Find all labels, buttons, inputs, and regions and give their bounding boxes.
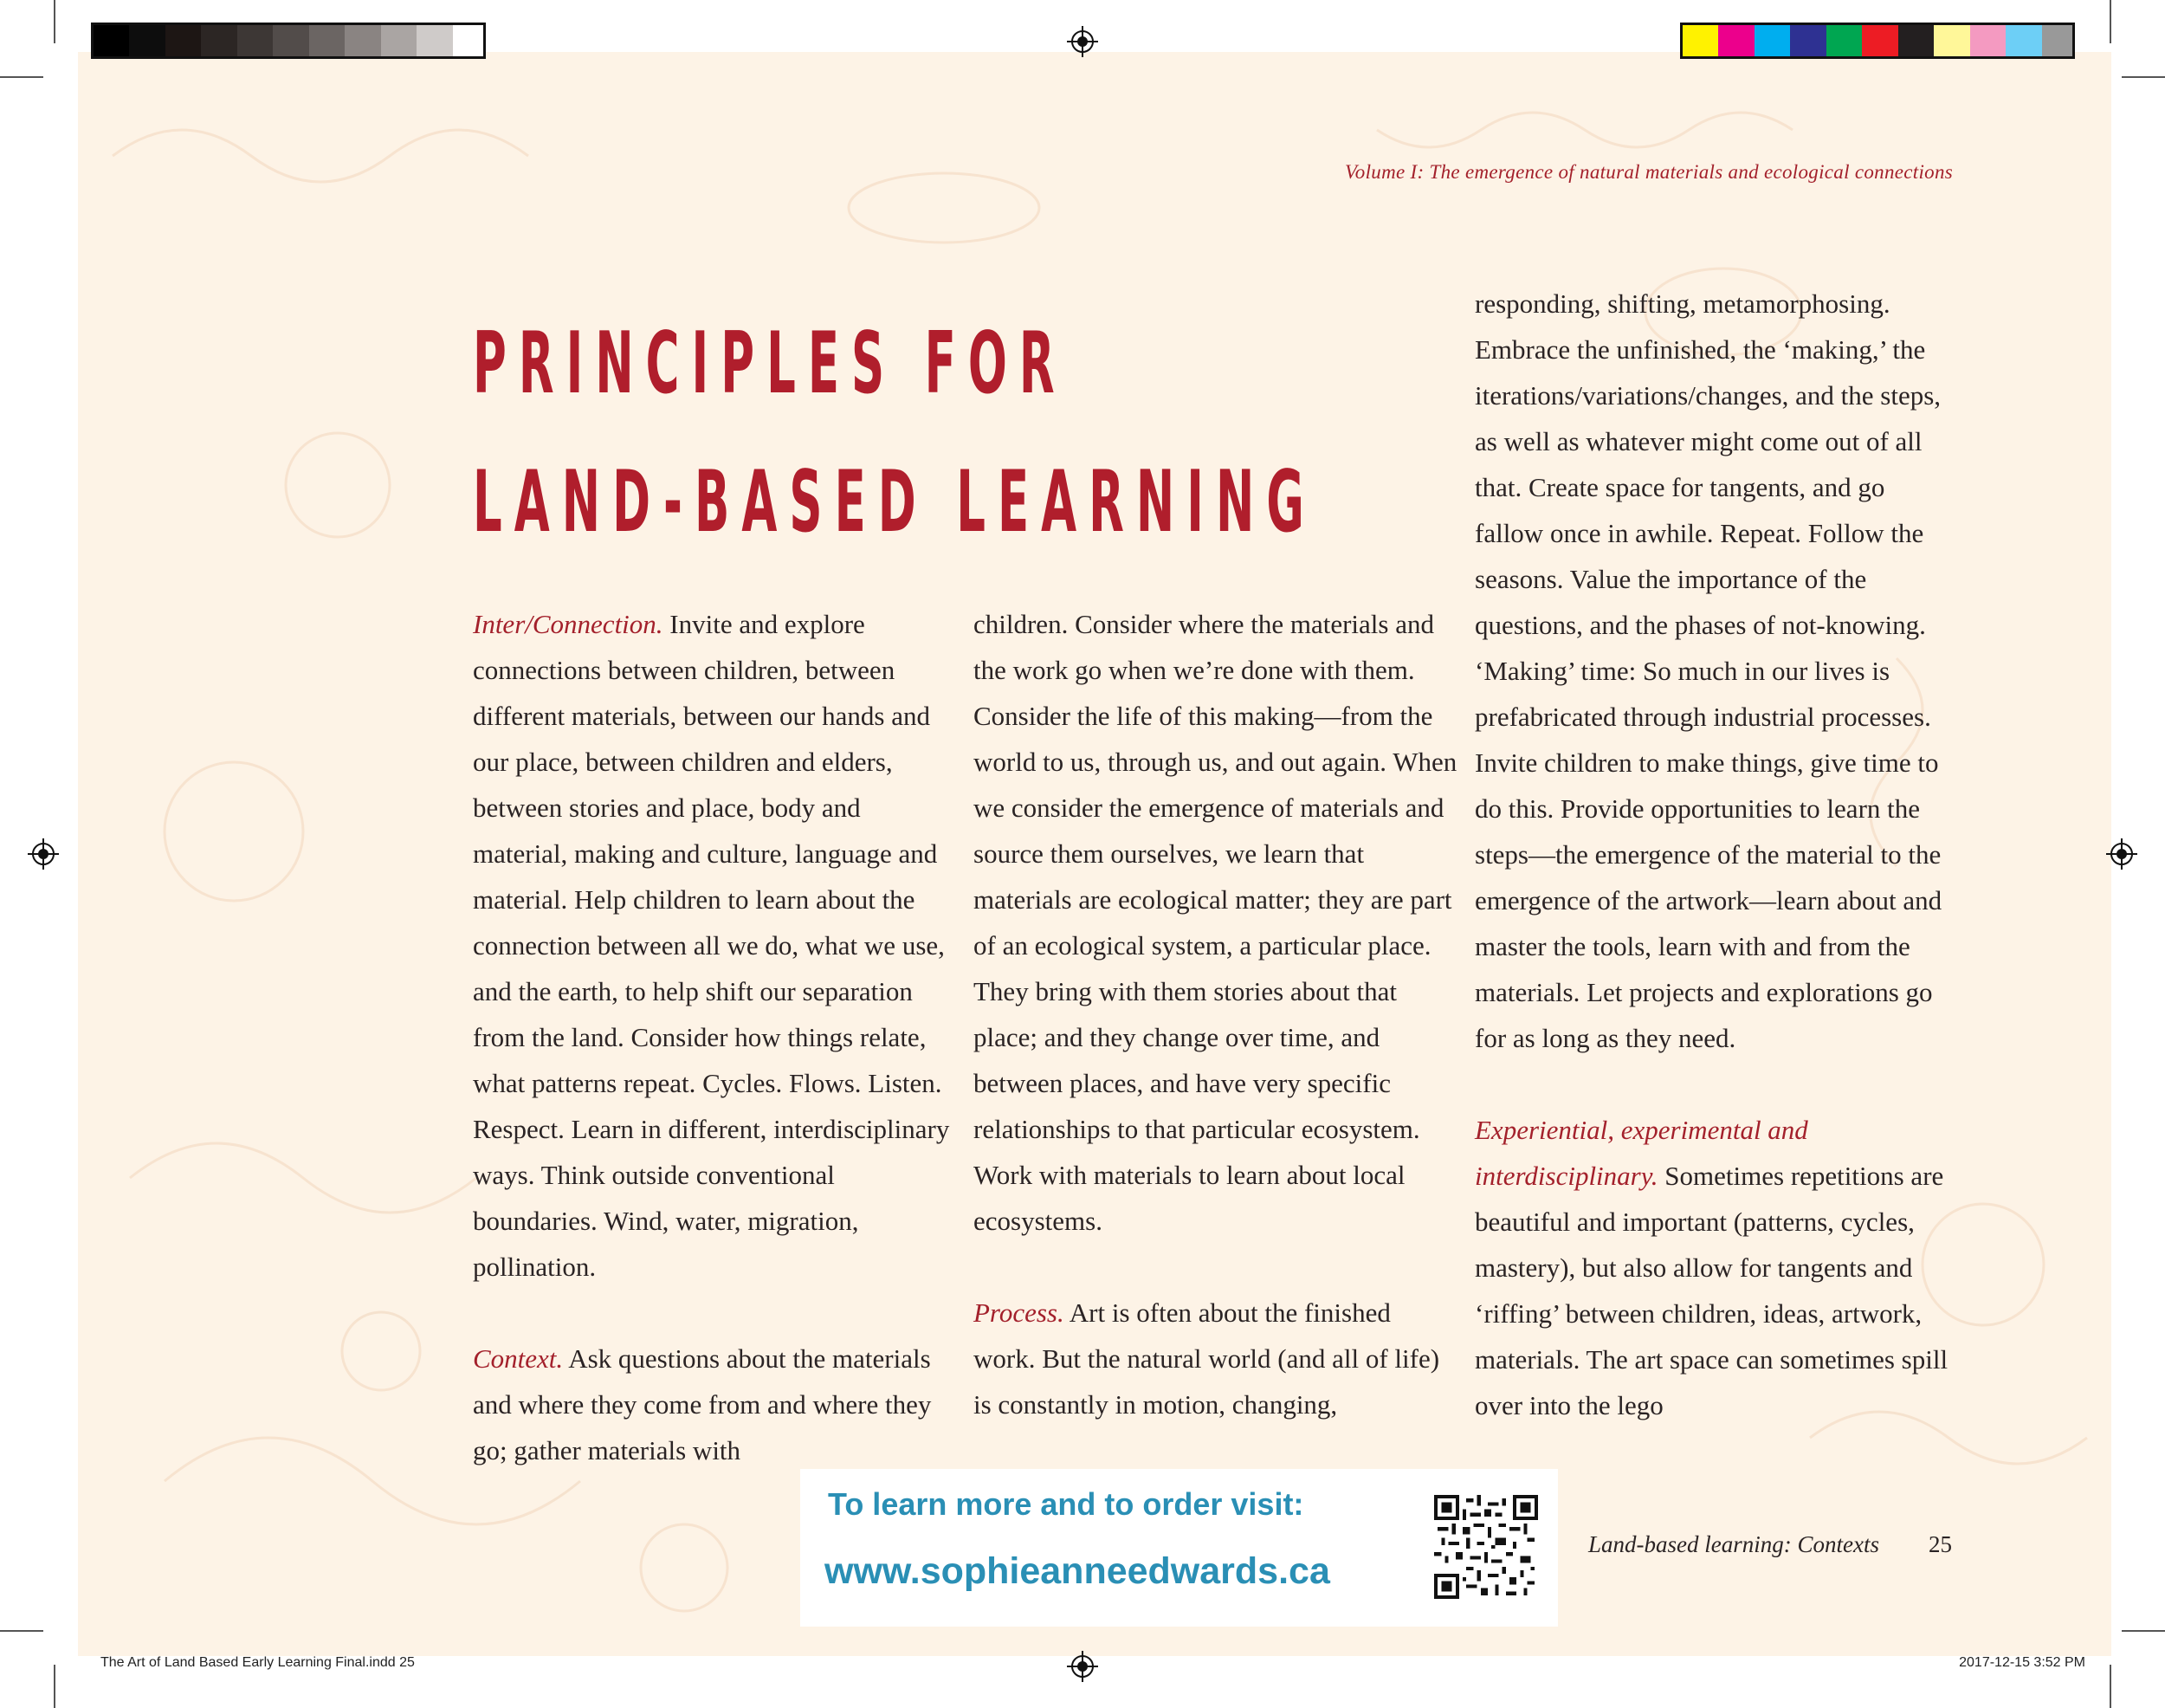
crop-mark — [54, 0, 55, 43]
order-advert[interactable] — [800, 1469, 1558, 1627]
paragraph — [973, 1290, 1458, 1427]
registration-mark-icon — [28, 838, 59, 870]
footer-section-title: Land-based learning: Contexts — [1588, 1531, 1879, 1557]
title-line-2: LAND-BASED LEARNING — [473, 453, 1316, 552]
text-column-2 — [973, 601, 1458, 1427]
paragraph-lead: Inter/Connection. — [473, 609, 663, 639]
paragraph — [473, 601, 958, 1290]
print-slug-timestamp: 2017-12-15 3:52 PM — [1959, 1655, 2085, 1670]
paragraph-text: Invite and explore connections between children, between different materials, between our hands and our place, between children and elders, between stories and place, body and material, making and culture, language and material. Help children to learn about the connection between all we do, what we use, and the earth, to help shift our separation from the land. Consider how things relate, what patterns repeat. Cycles. Flows. Listen. Respect. Learn in different, interdisciplinary ways. Think outside conventional boundaries. Wind, water, migration, pollination. — [473, 609, 950, 1282]
page-title — [473, 294, 1316, 572]
paragraph-text: responding, shifting, metamorphosing. Embrace the unfinished, the ‘making,’ the iterations/variations/changes, and the steps, as well as whatever might come out of all that. Create space for tangents, and go fallow once in awhile. Repeat. Follow the seasons. Value the importance of the questions, and the phases of not-knowing. ‘Making’ time: So much in our lives is prefabricated through industrial processes. Invite children to make things, give time to do this. Provide opportunities to learn the steps—the emergence of the material to the emergence of the artwork—learn about and master the tools, learn with and from the materials. Let projects and explorations go for as long as they need. — [1475, 288, 1942, 1053]
page-number: 25 — [1929, 1531, 1952, 1557]
crop-mark — [2110, 1665, 2111, 1708]
registration-mark-icon — [2106, 838, 2137, 870]
paragraph-lead: Experiential, experimental and interdisciplinary. — [1475, 1115, 1808, 1191]
registration-mark-icon — [1067, 26, 1098, 57]
qr-code-icon[interactable] — [1434, 1495, 1538, 1599]
paragraph-text: Sometimes repetitions are beautiful and important (patterns, cycles, mastery), but also allow for tangents and ‘riffing’ between children, ideas, artwork, materials. The art space can sometimes spill over into the lego — [1475, 1161, 1948, 1420]
paragraph-text: children. Consider where the materials and the work go when we’re done with them. Consider the life of this making—from the world to us, through us, and out again. When we consider the emergence of materials and source them ourselves, we learn that materials are ecological matter; they are part of an ecological system, a particular place. They bring with them stories about that place; and they change over time, and between places, and have very specific relationships to that particular ecosystem. Work with materials to learn about local ecosystems. — [973, 609, 1457, 1236]
crop-mark — [0, 76, 43, 78]
print-slug-filename: The Art of Land Based Early Learning Final.indd 25 — [100, 1655, 415, 1670]
grayscale-bar — [91, 23, 486, 59]
paragraph-text: Art is often about the finished work. But the natural world (and all of life) is constantly in motion, changing, — [973, 1297, 1440, 1420]
crop-mark — [2110, 0, 2111, 43]
crop-mark — [54, 1665, 55, 1708]
crop-mark — [2122, 1630, 2165, 1632]
paragraph — [1475, 281, 1960, 1061]
registration-mark-icon — [1067, 1651, 1098, 1682]
crop-mark — [0, 1630, 43, 1632]
running-head: Volume I: The emergence of natural materials and ecological connections — [1345, 161, 1953, 183]
advert-url-link[interactable]: www.sophieanneedwards.ca — [824, 1550, 1330, 1592]
text-column-3 — [1475, 281, 1960, 1428]
paragraph-text: Ask questions about the materials and where they come from and where they go; gather materials with — [473, 1343, 932, 1465]
advert-heading: To learn more and to order visit: — [828, 1486, 1304, 1522]
paragraph-lead: Process. — [973, 1297, 1064, 1328]
title-line-1: PRINCIPLES FOR — [473, 314, 1067, 413]
crop-mark — [2122, 76, 2165, 78]
paragraph — [1475, 1107, 1960, 1428]
color-bar — [1680, 23, 2075, 59]
paragraph — [473, 1336, 958, 1473]
paragraph-lead: Context. — [473, 1343, 564, 1374]
text-column-1 — [473, 601, 958, 1473]
paragraph — [973, 601, 1458, 1244]
